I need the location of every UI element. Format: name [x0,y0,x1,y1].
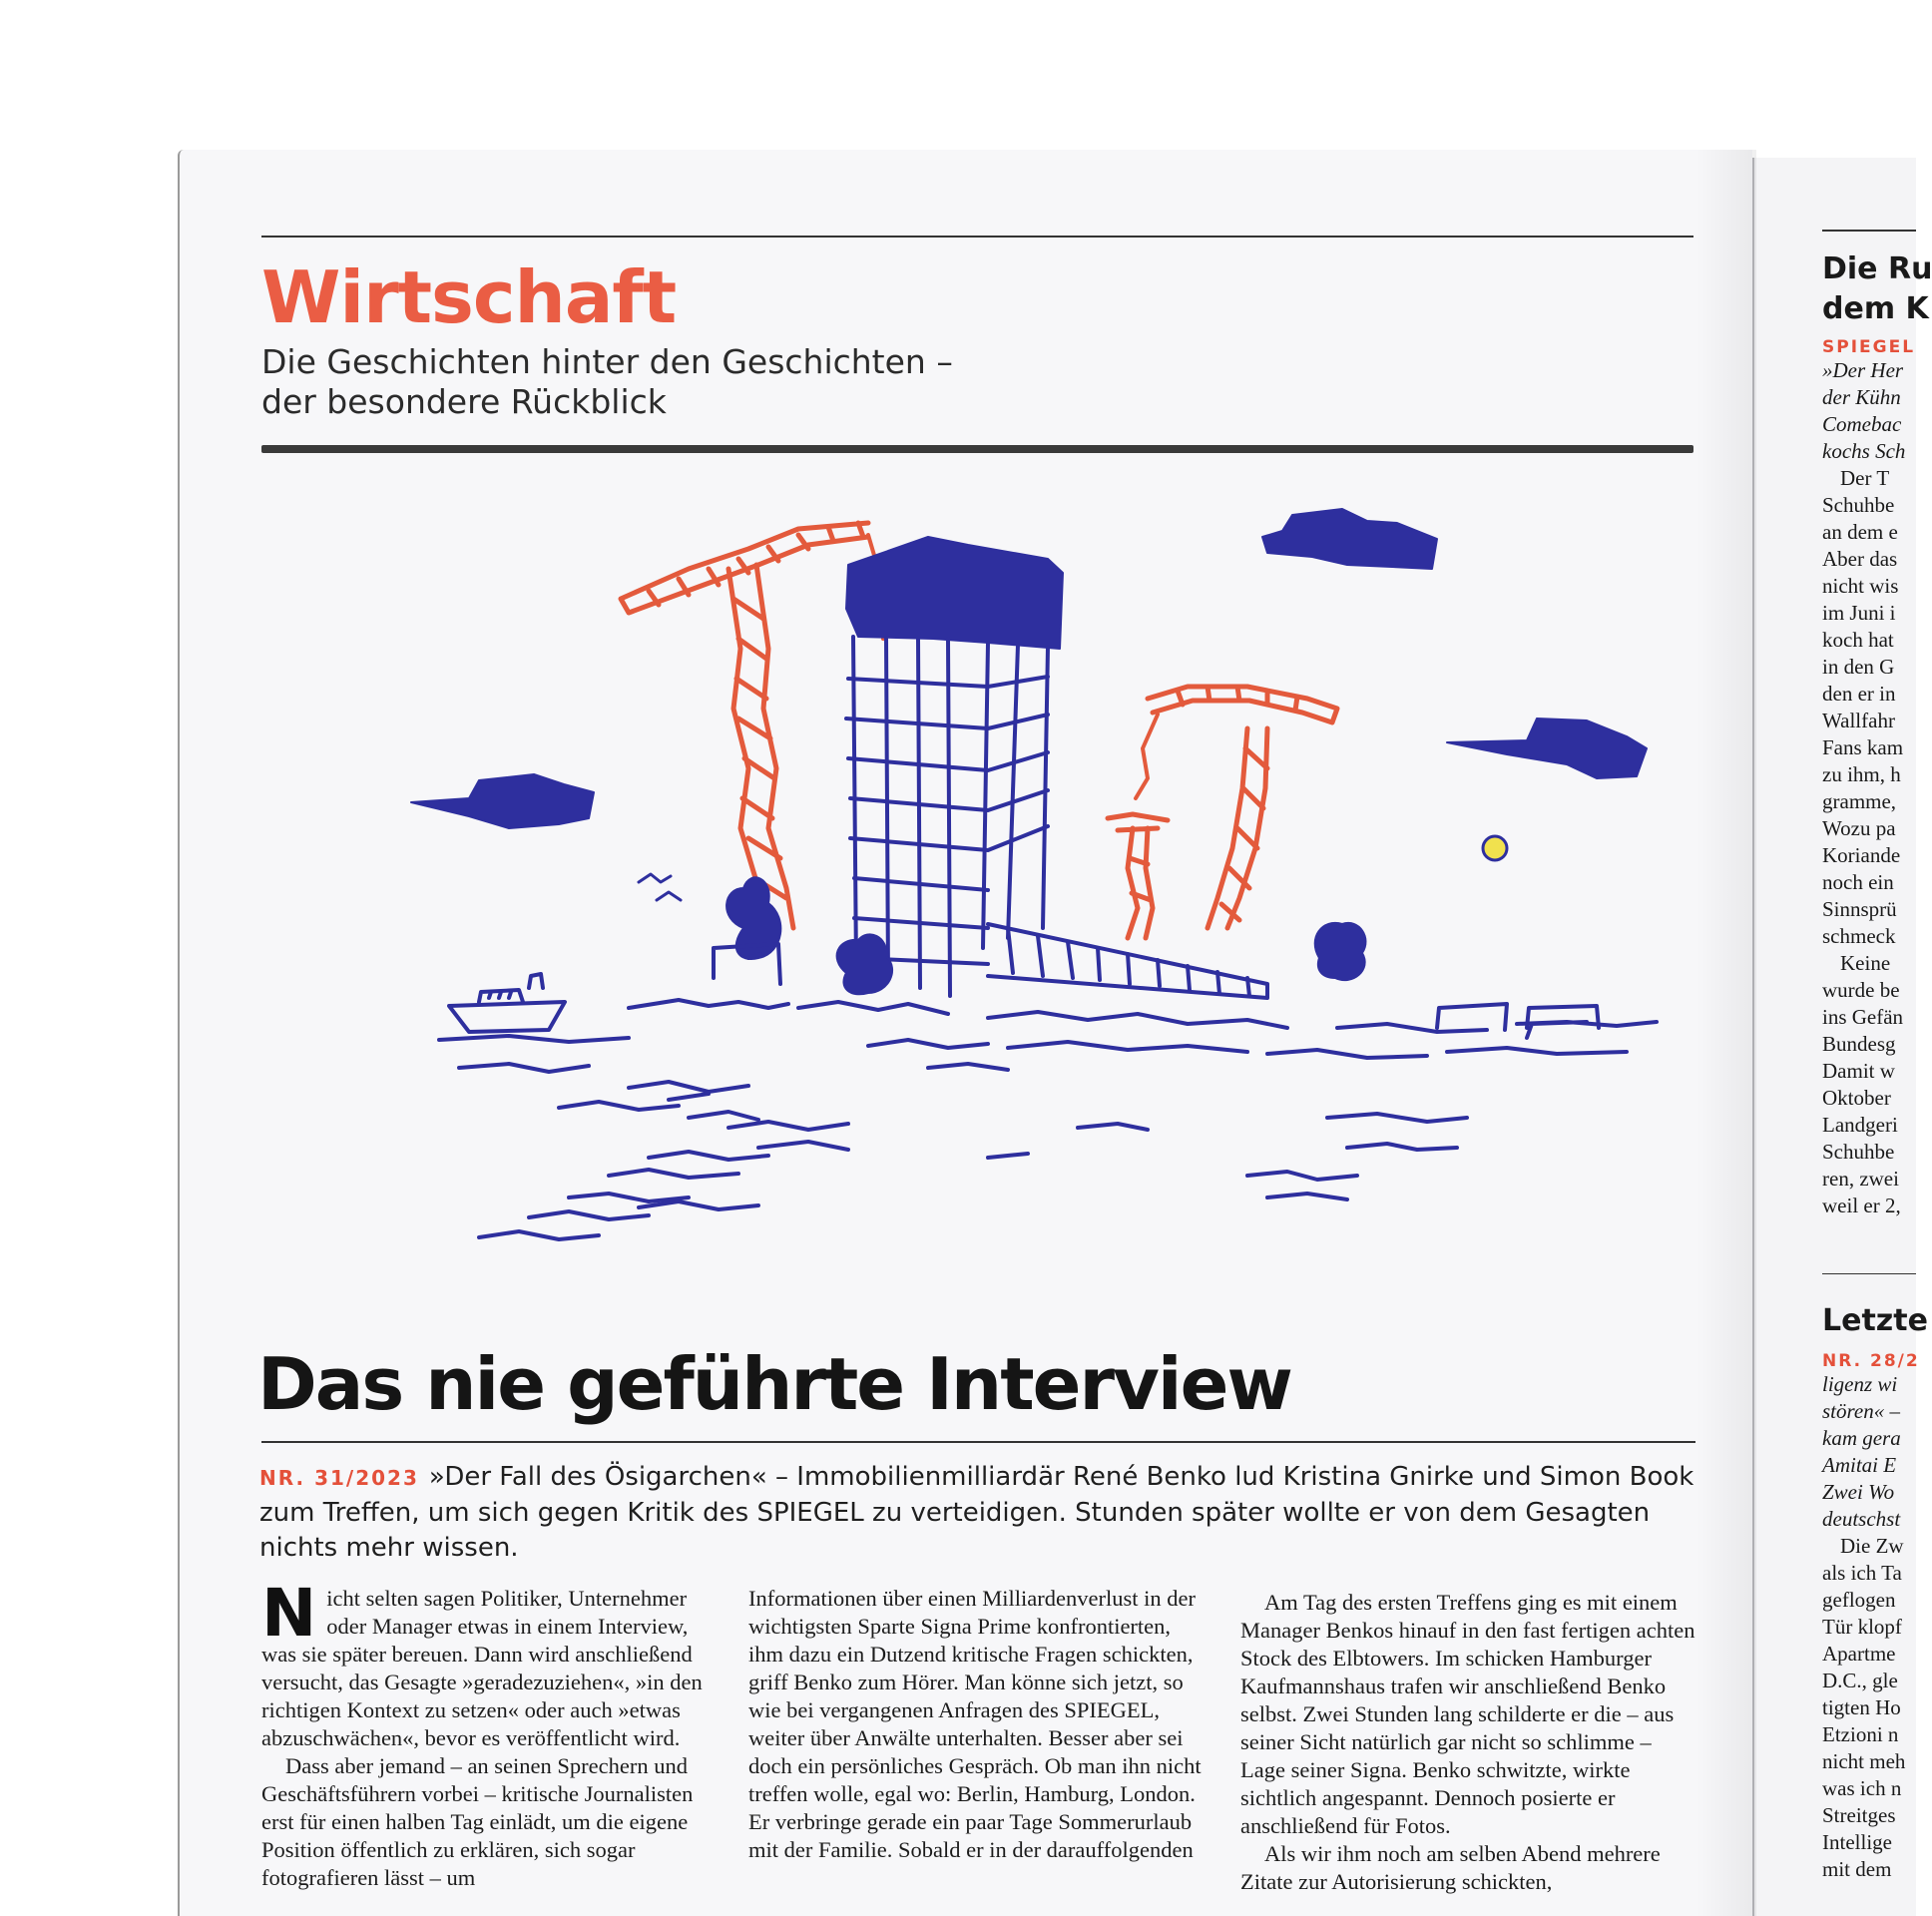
right-head-2: Letzte [1822,1303,1928,1338]
crane-3 [1108,814,1168,938]
right-text-line: Bundesg [1822,1032,1896,1056]
right-text-line: den er in [1822,682,1896,706]
right-text-line: wurde be [1822,978,1900,1002]
right-text-line: Oktober [1822,1086,1891,1110]
crane-1-jib [621,523,868,613]
right-text-line: gramme, [1822,789,1897,813]
sun [1483,836,1507,860]
right-italic-2-line: Zwei Wo [1822,1480,1895,1504]
right-text-line: Damit w [1822,1059,1895,1083]
right-text-line: ren, zwei [1822,1167,1899,1191]
right-text-line: Schuhbe [1822,1140,1895,1164]
article-headline: Das nie geführte Interview [257,1342,1291,1426]
crane-2-jib [1148,687,1337,722]
right-italic-1-line: der Kühn [1822,385,1901,409]
top-rule [261,236,1693,238]
water-lines [439,1000,1657,1239]
cloud-1 [411,774,594,828]
crane-1-mast [728,565,793,928]
right-text-line: was ich n [1822,1776,1902,1800]
right-italic-2-line: ligenz wi [1822,1372,1898,1396]
gutter-shadow [1696,150,1756,1916]
right-italic-1-line: Comebac [1822,412,1902,436]
right-text-line: Apartme [1822,1642,1896,1666]
right-italic-1 [1822,357,1922,465]
right-mid-rule [1822,1273,1916,1274]
right-text-line: als ich Ta [1822,1561,1902,1585]
right-italic-2-line: Amitai E [1822,1453,1897,1477]
right-text-line: an dem e [1822,520,1898,544]
right-text-line: Koriande [1822,843,1901,867]
right-text-line: im Juni i [1822,601,1896,625]
right-text-line: koch hat [1822,628,1894,652]
body-column-2 [748,1585,1208,1864]
right-text-line: Aber das [1822,547,1898,571]
right-italic-2-line: deutschst [1822,1507,1901,1531]
right-text-line: noch ein [1822,870,1894,894]
section-title: Wirtschaft [261,255,677,339]
right-italic-1-line: »Der Her [1822,358,1904,382]
section-subtitle [261,342,1160,422]
right-text-line: nicht meh [1822,1749,1906,1773]
headline-rule [261,1441,1695,1443]
right-italic-2-line: kam gera [1822,1426,1901,1450]
cloud-3 [1447,718,1647,778]
right-text-line: Die Zw [1840,1534,1904,1558]
section-rule [261,445,1693,453]
paragraph-3: Informationen über einen Milliardenverlust in der wichtigsten Sparte Signa Prime konfrontierten, ihm dazu ein Dutzend kritische Fragen schickten, griff Benko zum Hörer. Man könne sich jetzt, so wie bei vergangenen Anfragen des SPIEGEL, weiter über Anwälte unterhalten. Besser aber sei doch ein persönliches Gespräch. Ob man ihn nicht treffen wolle, egal wo: Berlin, Hamburg, London. Er verbringe gerade ein paar Tage Sommerurlaub mit der Familie. Sobald er in der darauffolgenden [748,1586,1202,1862]
right-text-line: Sinnsprü [1822,897,1897,921]
drop-cap: N [261,1575,317,1652]
body-column-1 [261,1575,721,1892]
right-text-line: schmeck [1822,924,1896,948]
paragraph-2: Dass aber jemand – an seinen Sprechern und Geschäftsführern vorbei – kritische Journalisten erst für einen halben Tag einlädt, um die eigene Position öffentlich zu erklären, sich sogar fotografieren lässt – um [261,1753,694,1890]
right-italic-2 [1822,1371,1922,1533]
right-text-line: mit dem [1822,1857,1892,1881]
right-text-line: in den G [1822,655,1895,679]
right-text-line: D.C., gle [1822,1669,1898,1692]
right-article-1 [1822,249,1932,1219]
right-text-line: zu ihm, h [1822,762,1901,786]
right-text-line: Intellige [1822,1830,1892,1854]
right-text-line: Keine [1840,951,1891,975]
cloud-2 [1262,509,1437,569]
crane-2-mast [1208,728,1267,928]
right-text-line: Tür klopf [1822,1615,1902,1639]
right-text-line: Landgeri [1822,1113,1898,1137]
paragraph-4: Am Tag des ersten Treffens ging es mit einem Manager Benkos hinauf in den fast fertigen achten Stock des Elbtowers. Im schicken Hamburger Kaufmannshaus trafen wir anschließend Benko selbst. Zwei Stunden lang schilderte er die – aus seiner Sicht natürlich gar nicht so schlimme – Lage seiner Signa. Benko schwitzte, wirkte sichtlich angespannt. Dennoch posierte er anschließend für Fotos. [1240,1590,1695,1838]
tree-2 [837,934,892,994]
article-teaser [259,1460,1706,1566]
right-issue-2: NR. 28/2 [1822,1351,1920,1371]
issue-number: NR. 31/2023 [259,1466,419,1490]
right-italic-1-line: kochs Sch [1822,439,1906,463]
birds [639,874,681,900]
right-text-line: Wallfahr [1822,709,1895,732]
body-column-3 [1240,1589,1699,1896]
right-text-line: Der T [1840,466,1890,490]
right-text-line: geflogen [1822,1588,1896,1612]
right-text-1 [1822,465,1922,1219]
right-italic-2-line: stören« – [1822,1399,1900,1423]
right-issue-1: SPIEGEL [1822,337,1916,357]
right-top-rule [1822,230,1916,232]
right-head-1 [1822,249,1932,329]
section-subtitle-line2: der besondere Rückblick [261,382,667,421]
teaser-text: »Der Fall des Ösigarchen« – Immobilienmilliardär René Benko lud Kristina Gnirke und Simon Book zum Treffen, um sich gegen Kritik des SPIEGEL zu verteidigen. Stunden später wollte er von dem Gesagten nichts mehr wissen. [259,1462,1694,1563]
right-text-line: ins Gefän [1822,1005,1904,1029]
tower-roof [846,537,1063,649]
right-text-line: Wozu pa [1822,816,1896,840]
right-head-1-line2: dem K [1822,291,1929,326]
right-text-2 [1822,1533,1922,1883]
right-text-line: Streitges [1822,1803,1896,1827]
right-article-2 [1822,1301,1928,1883]
right-text-line: Fans kam [1822,735,1904,759]
harbor-illustration [389,509,1677,1267]
right-text-line: Schuhbe [1822,493,1895,517]
tree-3 [1315,923,1366,980]
right-text-line: nicht wis [1822,574,1899,598]
crane-2-cable [1136,715,1158,798]
section-subtitle-line1: Die Geschichten hinter den Geschichten – [261,342,953,381]
right-head-1-line1: Die Ru [1822,251,1932,286]
ship [449,974,565,1032]
paragraph-1 [261,1575,721,1752]
right-text-line: Etzioni n [1822,1722,1899,1746]
right-text-line: tigten Ho [1822,1695,1901,1719]
right-text-line: weil er 2, [1822,1194,1901,1217]
paragraph-5: Als wir ihm noch am selben Abend mehrere Zitate zur Autorisierung schickten, [1240,1841,1661,1894]
paragraph-1-text: icht selten sagen Politiker, Unternehmer oder Manager etwas in einem Interview, was sie später bereuen. Dann wird anschließend versucht, das Gesagte »geradezuziehen«, »in den richtigen Kontext zu setzen« oder auch »etwas abzuschwächen«, bevor es veröffentlicht wird. [261,1586,703,1750]
